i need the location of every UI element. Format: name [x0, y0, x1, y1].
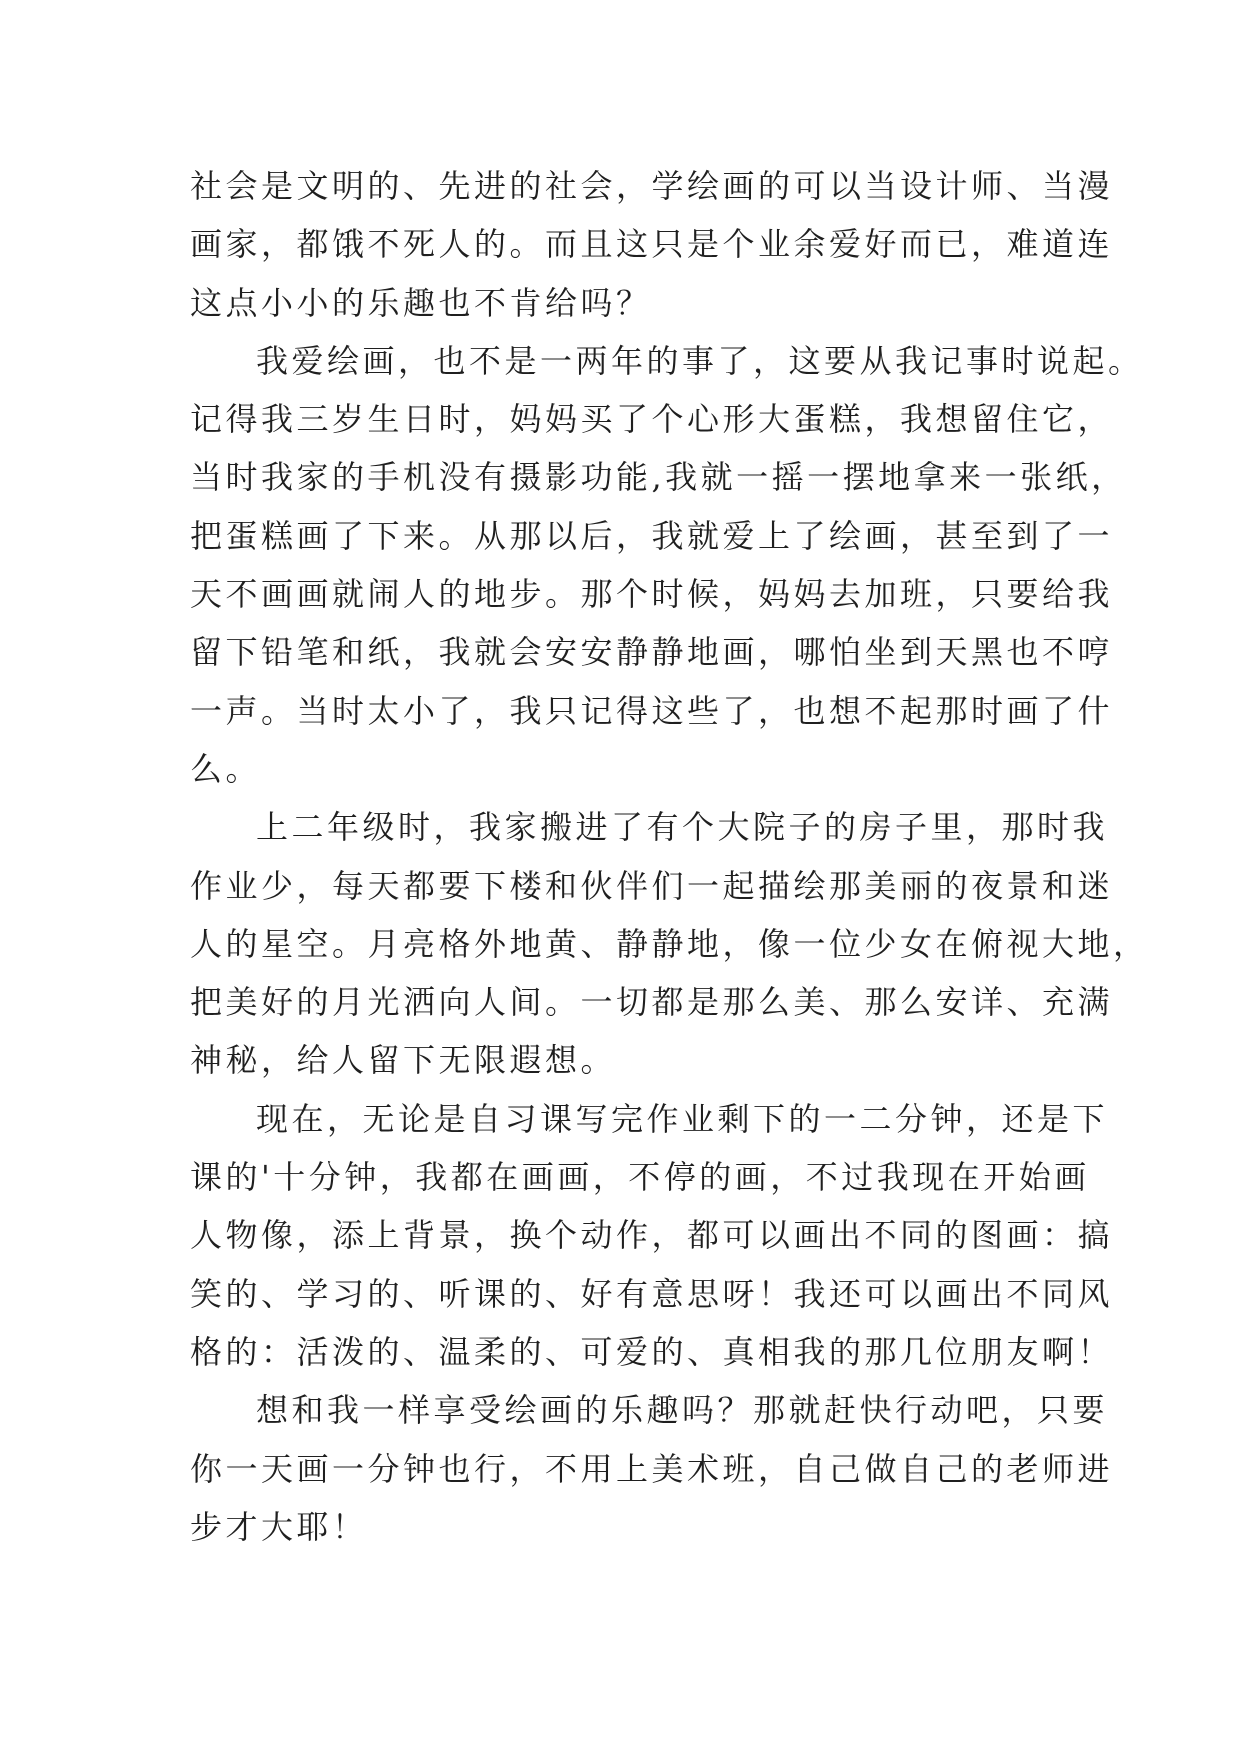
paragraph-start-line: 现在，无论是自习课写完作业剩下的一二分钟，还是下 [256, 1099, 1109, 1138]
text-line: 神秘，给人留下无限遐想。 [190, 1041, 617, 1080]
text-line: 记得我三岁生日时，妈妈买了个心形大蛋糕，我想留住它， [190, 400, 1114, 439]
paragraph-start-line: 想和我一样享受绘画的乐趣吗？那就赶快行动吧，只要 [256, 1391, 1109, 1430]
text-line: 把蛋糕画了下来。从那以后，我就爱上了绘画，甚至到了一 [190, 516, 1114, 555]
text-line: 人的星空。月亮格外地黄、静静地，像一位少女在俯视大地， [190, 924, 1149, 963]
paragraph-start-line: 上二年级时，我家搬进了有个大院子的房子里，那时我 [256, 808, 1109, 847]
text-line: 画家，都饿不死人的。而且这只是个业余爱好而已，难道连 [190, 225, 1114, 264]
essay-body [190, 157, 1149, 1556]
text-line: 么。 [190, 749, 262, 788]
text-line: 笑的、学习的、听课的、好有意思呀！我还可以画出不同风 [190, 1274, 1114, 1313]
text-line: 当时我家的手机没有摄影功能,我就一摇一摆地拿来一张纸， [190, 458, 1127, 497]
paragraph-start-line: 我爱绘画，也不是一两年的事了，这要从我记事时说起。 [256, 341, 1144, 380]
text-line: 一声。当时太小了，我只记得这些了，也想不起那时画了什 [190, 691, 1114, 730]
text-line: 天不画画就闹人的地步。那个时候，妈妈去加班，只要给我 [190, 575, 1114, 614]
text-line: 社会是文明的、先进的社会，学绘画的可以当设计师、当漫 [190, 167, 1114, 205]
text-line: 把美好的月光洒向人间。一切都是那么美、那么安详、充满 [190, 983, 1114, 1022]
text-line: 课的'十分钟，我都在画画，不停的画，不过我现在开始画 [190, 1158, 1090, 1197]
text-line: 你一天画一分钟也行，不用上美术班，自己做自己的老师进 [190, 1449, 1114, 1488]
text-line: 格的：活泼的、温柔的、可爱的、真相我的那几位朋友啊！ [190, 1332, 1114, 1371]
text-line: 这点小小的乐趣也不肯给吗？ [190, 283, 652, 322]
text-line: 步才大耶！ [190, 1507, 368, 1546]
text-line: 作业少，每天都要下楼和伙伴们一起描绘那美丽的夜景和迷 [190, 866, 1114, 905]
text-line: 留下铅笔和纸，我就会安安静静地画，哪怕坐到天黑也不哼 [190, 633, 1114, 672]
text-line: 人物像，添上背景，换个动作，都可以画出不同的图画：搞 [190, 1216, 1114, 1255]
